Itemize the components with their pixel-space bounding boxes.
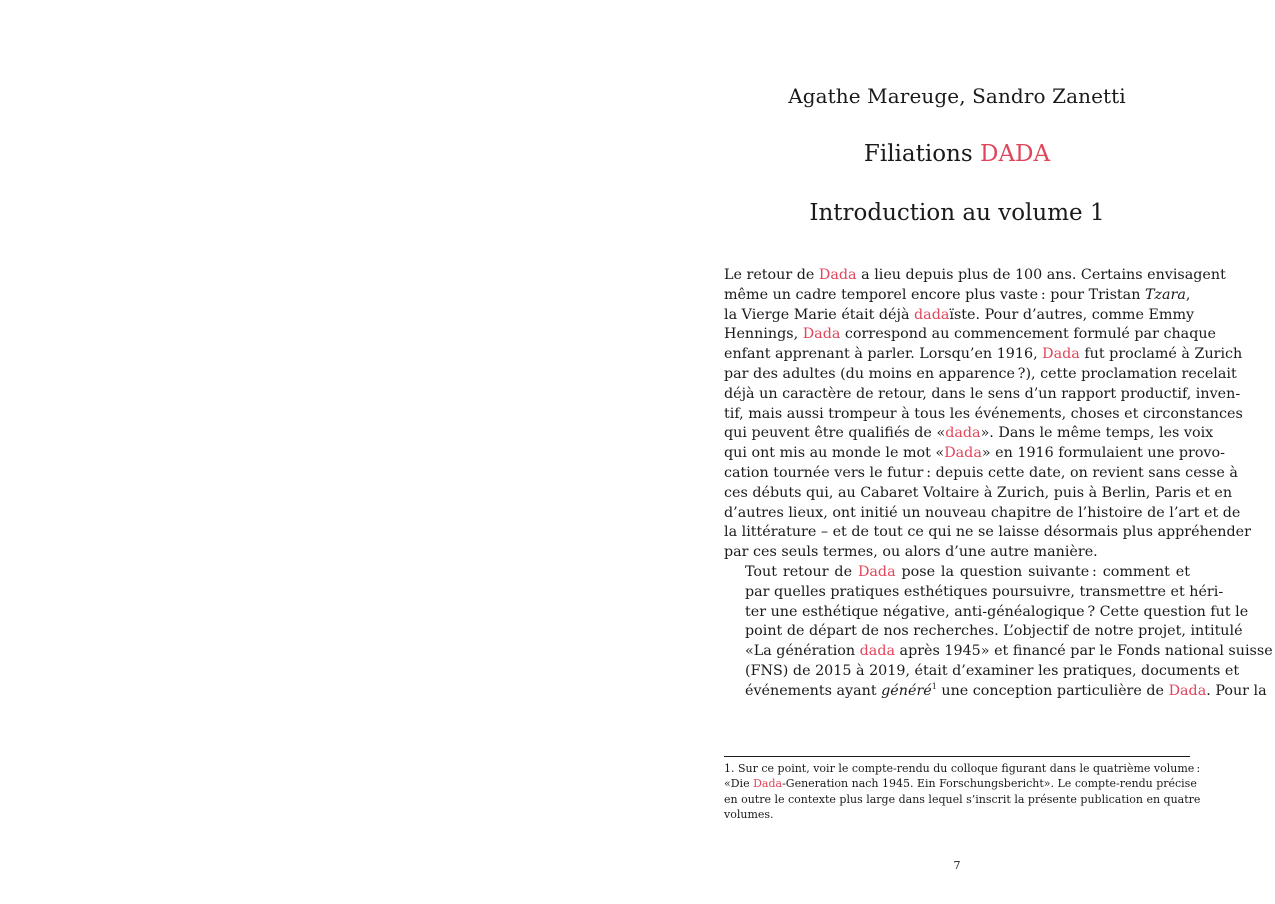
dada-highlight: Dada (753, 777, 783, 791)
text-line: qui peuvent être qualifiés de «dada». Dans le même temps, les voix (724, 425, 1214, 442)
dada-highlight: dada (914, 306, 950, 323)
text-line: «La génération dada après 1945» et financé par le Fonds national suisse (745, 643, 1273, 660)
text-line: par des adultes (du moins en apparence ?), cette proclamation recelait (724, 365, 1237, 382)
body-text (724, 266, 1273, 702)
right-page (637, 0, 1275, 904)
chapter-subtitle: Introduction au volume 1 (809, 200, 1105, 226)
dada-highlight: Dada (802, 326, 841, 343)
dada-highlight: dada (859, 643, 895, 660)
footnote-rule (724, 756, 1190, 757)
text-line: tif, mais aussi trompeur à tous les événements, choses et circonstances (724, 405, 1243, 422)
text-line: (FNS) de 2015 à 2019, était d’examiner les pratiques, documents et (745, 662, 1240, 679)
text-line: d’autres lieux, ont initié un nouveau chapitre de l’histoire de l’art et de (724, 504, 1241, 521)
dada-highlight: Dada (1168, 682, 1207, 699)
dada-highlight: Dada (944, 445, 982, 462)
italic-term: Tzara (1144, 286, 1186, 303)
text-line: enfant apprenant à parler. Lorsqu’en 1916, Dada fut proclamé à Zurich (724, 346, 1243, 363)
text-line: déjà un caractère de retour, dans le sens d’un rapport productif, inven- (724, 385, 1241, 402)
text-line: en outre le contexte plus large dans lequel s’inscrit la présente publication en quatre (724, 792, 1201, 806)
footnote-marker[interactable]: 1 (931, 681, 937, 691)
chapter-title (724, 141, 1190, 167)
text-line: ces débuts qui, au Cabaret Voltaire à Zurich, puis à Berlin, Paris et en (724, 484, 1233, 501)
text-line: Hennings, Dada correspond au commencement formulé par chaque (724, 326, 1217, 343)
text-line: événements ayant généré$^1$ une conception particulière de Dada. Pour la (745, 681, 1267, 699)
dada-highlight: Dada (818, 267, 857, 283)
text-line: par quelles pratiques esthétiques poursuivre, transmettre et héri- (745, 583, 1224, 600)
page-number: 7 (953, 859, 961, 872)
dada-highlight: dada (945, 425, 981, 442)
text-line: cation tournée vers le futur : depuis cette date, on revient sans cesse à (724, 464, 1238, 481)
text-line: qui ont mis au monde le mot «Dada» en 1916 formulaient une provo- (724, 445, 1225, 462)
text-line: même un cadre temporel encore plus vaste : pour Tristan Tzara, (724, 286, 1191, 303)
authors: Agathe Mareuge, Sandro Zanetti (788, 84, 1126, 108)
title-prefix: Filiations (863, 141, 980, 167)
paragraph-2 (724, 563, 1273, 702)
dada-highlight: Dada (857, 563, 896, 580)
text-line: la littérature – et de tout ce qui ne se laisse désormais plus appréhender (724, 524, 1251, 541)
text-line: 1. Sur ce point, voir le compte-rendu du colloque figurant dans le quatrième volume : (724, 762, 1201, 775)
text-line: la Vierge Marie était déjà dadaïste. Pour d’autres, comme Emmy (724, 306, 1195, 323)
text-line: volumes. (724, 807, 774, 821)
paragraph-1 (724, 266, 1251, 563)
text-line: Tout retour de Dada pose la question suivante : comment et (745, 563, 1190, 580)
text-line: par ces seuls termes, ou alors d’une autre manière. (724, 544, 1098, 561)
dada-highlight: Dada (1042, 346, 1080, 363)
footnote-1 (724, 761, 1201, 822)
text-line: point de départ de nos recherches. L’objectif de notre projet, intitulé (745, 623, 1243, 640)
title-highlight: DADA (980, 141, 1051, 167)
blank-left-page (0, 0, 637, 904)
italic-term: généré (881, 682, 932, 699)
text-line: ter une esthétique négative, anti-généalogique ? Cette question fut le (745, 603, 1249, 620)
text-line: «Die Dada-Generation nach 1945. Ein Forschungsbericht». Le compte-rendu précise (724, 777, 1197, 791)
text-line: Le retour de Dada a lieu depuis plus de 100 ans. Certains envisagent (724, 267, 1226, 283)
